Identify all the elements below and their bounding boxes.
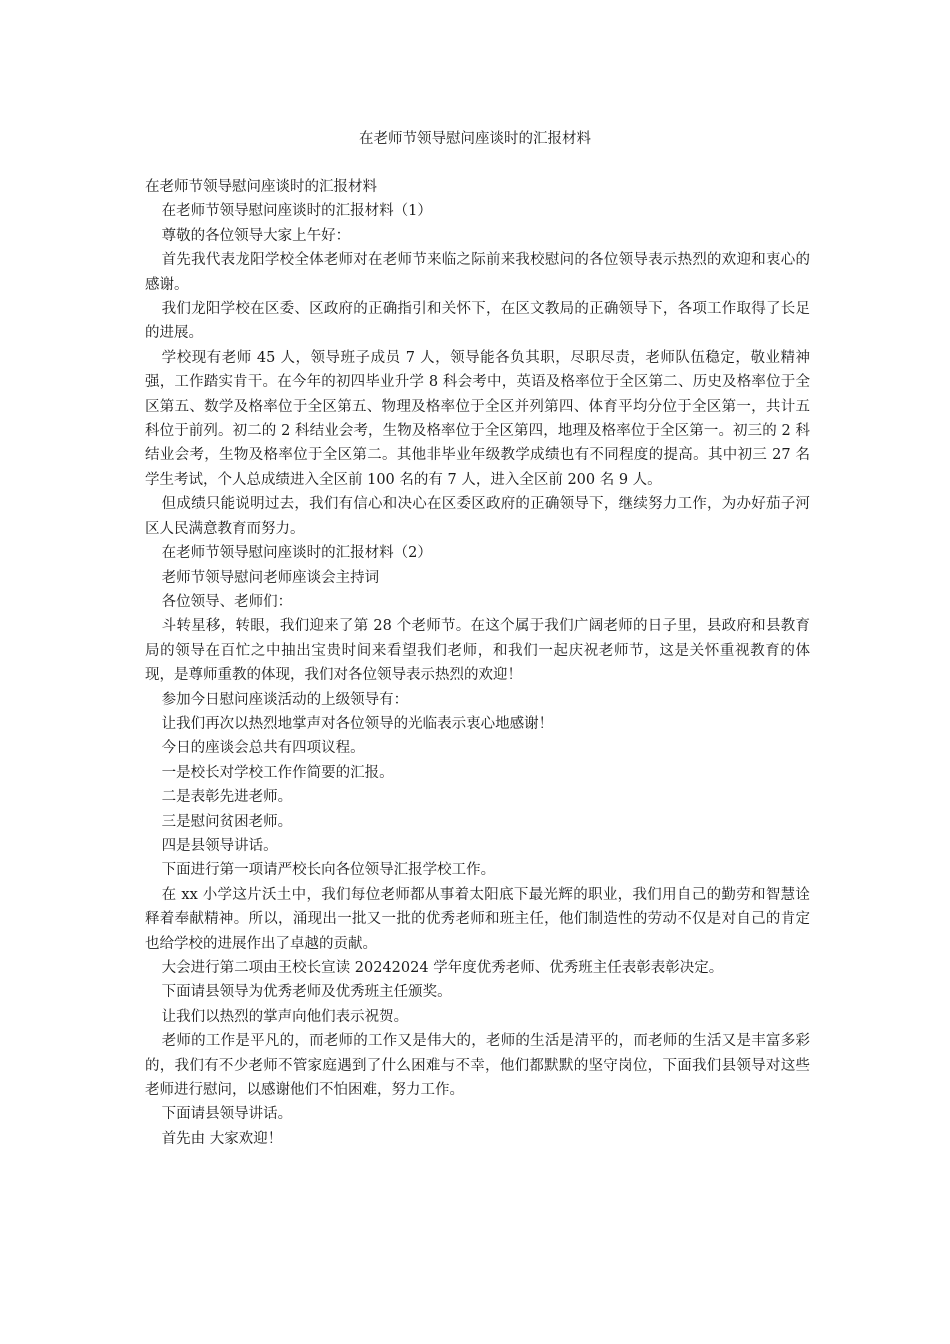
paragraph: 老师的工作是平凡的，而老师的工作又是伟大的，老师的生活是清平的，而老师的生活又是丰富多彩的，我们有不少老师不管家庭遇到了什么困难与不幸，他们都默默的坚守岗位，下面我们县领导对这些老师进行慰问，以感谢他们不怕困难，努力工作。 bbox=[145, 1033, 810, 1099]
document-body bbox=[145, 175, 810, 1151]
paragraph: 今日的座谈会总共有四项议程。 bbox=[161, 740, 365, 757]
subsection-heading: 在老师节领导慰问座谈时的汇报材料（2） bbox=[161, 545, 432, 562]
agenda-item: 三是慰问贫困老师。 bbox=[161, 813, 293, 830]
paragraph: 下面请县领导为优秀老师及优秀班主任颁奖。 bbox=[161, 984, 452, 1001]
paragraph: 首先由 大家欢迎！ bbox=[161, 1130, 283, 1147]
salutation: 各位领导、老师们： bbox=[161, 593, 293, 610]
paragraph: 下面进行第一项请严校长向各位领导汇报学校工作。 bbox=[161, 862, 496, 879]
paragraph: 让我们以热烈的掌声向他们表示祝贺。 bbox=[161, 1008, 409, 1025]
section-heading: 在老师节领导慰问座谈时的汇报材料 bbox=[145, 179, 377, 195]
subsection-heading: 老师节领导慰问老师座谈会主持词 bbox=[161, 569, 380, 586]
agenda-item: 一是校长对学校工作作简要的汇报。 bbox=[161, 764, 394, 781]
paragraph: 斗转星移，转眼，我们迎来了第 28 个老师节。在这个属于我们广阔老师的日子里，县政府和县教育局的领导在百忙之中抽出宝贵时间来看望我们老师，和我们一起庆祝老师节，这是关怀重视教育的体现，是尊师重教的体现，我们对各位领导表示热烈的欢迎！ bbox=[145, 618, 810, 684]
paragraph: 学校现有老师 45 人，领导班子成员 7 人，领导能各负其职，尽职尽责，老师队伍稳定，敬业精神强，工作踏实肯干。在今年的初四毕业升学 8 科会考中，英语及格率位于全区第二、历史及格率位于全区第五、数学及格率位于全区第五、物理及格率位于全区并列第四、体育平均分位于全区第一，共计五科位于前列。初二的 2 科结业会考，生物及格率位于全区第四，地理及格率位于全区第一。初三的 2 科结业会考，生物及格率位于全区第二。其他非毕业年级教学成绩也有不同程度的提高。其中初三 27 名学生考试，个人总成绩进入全区前 100 名的有 7 人，进入全区前 200 名 9 人。 bbox=[145, 349, 810, 488]
subsection-heading: 在老师节领导慰问座谈时的汇报材料（1） bbox=[161, 203, 432, 220]
paragraph: 首先我代表龙阳学校全体老师对在老师节来临之际前来我校慰问的各位领导表示热烈的欢迎和衷心的感谢。 bbox=[145, 252, 810, 293]
salutation: 尊敬的各位领导大家上午好： bbox=[161, 227, 351, 244]
paragraph: 大会进行第二项由王校长宣读 20242024 学年度优秀老师、优秀班主任表彰表彰决定。 bbox=[161, 960, 724, 976]
paragraph: 参加今日慰问座谈活动的上级领导有： bbox=[161, 691, 409, 708]
paragraph: 让我们再次以热烈地掌声对各位领导的光临表示衷心地感谢！ bbox=[161, 715, 554, 732]
paragraph: 在 xx 小学这片沃土中，我们每位老师都从事着太阳底下最光辉的职业，我们用自己的勤劳和智慧诠释着奉献精神。所以，涌现出一批又一批的优秀老师和班主任，他们制造性的劳动不仅是对自己的肯定也给学校的进展作出了卓越的贡献。 bbox=[145, 886, 810, 952]
paragraph: 下面请县领导讲话。 bbox=[161, 1106, 293, 1123]
paragraph: 我们龙阳学校在区委、区政府的正确指引和关怀下，在区文教局的正确领导下，各项工作取得了长足的进展。 bbox=[145, 301, 810, 342]
agenda-item: 四是县领导讲话。 bbox=[161, 837, 278, 854]
agenda-item: 二是表彰先进老师。 bbox=[161, 789, 293, 806]
paragraph: 但成绩只能说明过去，我们有信心和决心在区委区政府的正确领导下，继续努力工作，为办好茄子河区人民满意教育而努力。 bbox=[145, 496, 810, 537]
document-title: 在老师节领导慰问座谈时的汇报材料 bbox=[359, 131, 591, 147]
